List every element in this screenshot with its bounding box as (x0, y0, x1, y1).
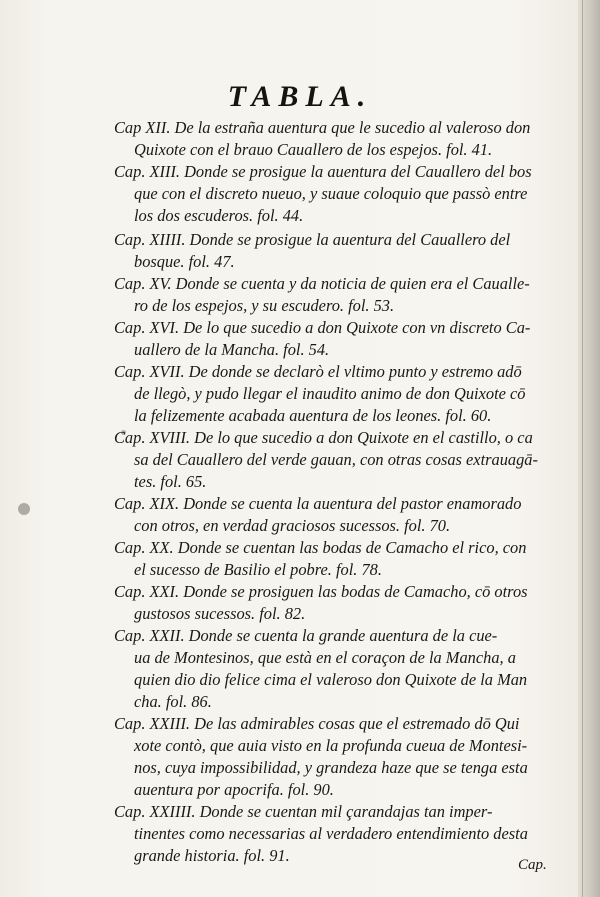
entry-line: sa del Cauallero del verde gauan, con otras cosas extrauagā- (134, 450, 538, 469)
entry-line: Cap. XVIII. De lo que sucedio a don Quixote en el castillo, o ca (114, 428, 533, 447)
entry-line: la felizemente acabada auentura de los leones. fol. 60. (134, 406, 492, 425)
entry-line: Cap. XVI. De lo que sucedio a don Quixote con vn discreto Ca- (114, 318, 531, 337)
entry-line: nos, cuya impossibilidad, y grandeza haze que se tenga esta (134, 758, 528, 777)
entry-line: uallero de la Mancha. fol. 54. (134, 340, 330, 359)
entry-line: tinentes como necessarias al verdadero entendimiento desta (134, 824, 528, 843)
entry-line: quien dio dio felice cima el valeroso don Quixote de la Man (134, 670, 528, 689)
entry-line: Cap. XIIII. Donde se prosigue la auentura del Cauallero del (114, 230, 511, 249)
entry-line: con otros, en verdad graciosos sucessos. fol. 70. (134, 516, 451, 535)
entry-line: Cap. XVII. De donde se declarò el vltimo punto y estremo adō (114, 362, 522, 381)
entry-line: el sucesso de Basilio el pobre. fol. 78. (134, 560, 382, 579)
entry-line: gustosos sucessos. fol. 82. (134, 604, 306, 623)
entry-line: Quixote con el brauo Cauallero de los espejos. fol. 41. (134, 140, 493, 159)
entry-line: Cap. XXIIII. Donde se cuentan mil çarandajas tan imper- (114, 802, 493, 821)
entry-line: Cap. XXII. Donde se cuenta la grande auentura de la cue- (114, 626, 498, 645)
entry-line: auentura por apocrifa. fol. 90. (134, 780, 334, 799)
entry-line: ua de Montesinos, que està en el coraçon de la Mancha, a (134, 648, 516, 667)
entry-line: tes. fol. 65. (134, 472, 207, 491)
entry-line: Cap. XXIII. De las admirables cosas que el estremado dō Qui (114, 714, 520, 733)
entry-line: Cap. XV. Donde se cuenta y da noticia de quien era el Caualle- (114, 274, 530, 293)
entry-line: Cap. XX. Donde se cuentan las bodas de Camacho el rico, con (114, 538, 527, 557)
entry-line: bosque. fol. 47. (134, 252, 235, 271)
entry-line: Cap. XIX. Donde se cuenta la auentura del pastor enamorado (114, 494, 522, 513)
entry-line: que con el discreto nueuo, y suaue coloquio que passò entre (134, 184, 528, 203)
entry-line: grande historia. fol. 91. (134, 846, 290, 865)
entry-line: cha. fol. 86. (134, 692, 212, 711)
entry-line: Cap. XIII. Donde se prosigue la auentura del Cauallero del bos (114, 162, 532, 181)
entry-line: los dos escuderos. fol. 44. (134, 206, 304, 225)
entry-line: Cap. XXI. Donde se prosiguen las bodas de Camacho, cō otros (114, 582, 528, 601)
entry-line: Cap XII. De la estraña auentura que le sucedio al valeroso don (114, 118, 531, 137)
entry-line: xote contò, que auia visto en la profunda cueua de Montesi- (134, 736, 528, 755)
entry-line: ro de los espejos, y su escudero. fol. 53. (134, 296, 395, 315)
page-title: TABLA. (227, 80, 373, 113)
catchword: Cap. (518, 857, 547, 873)
entry-line: de llegò, y pudo llegar el inaudito animo de don Quixote cō (134, 384, 526, 403)
